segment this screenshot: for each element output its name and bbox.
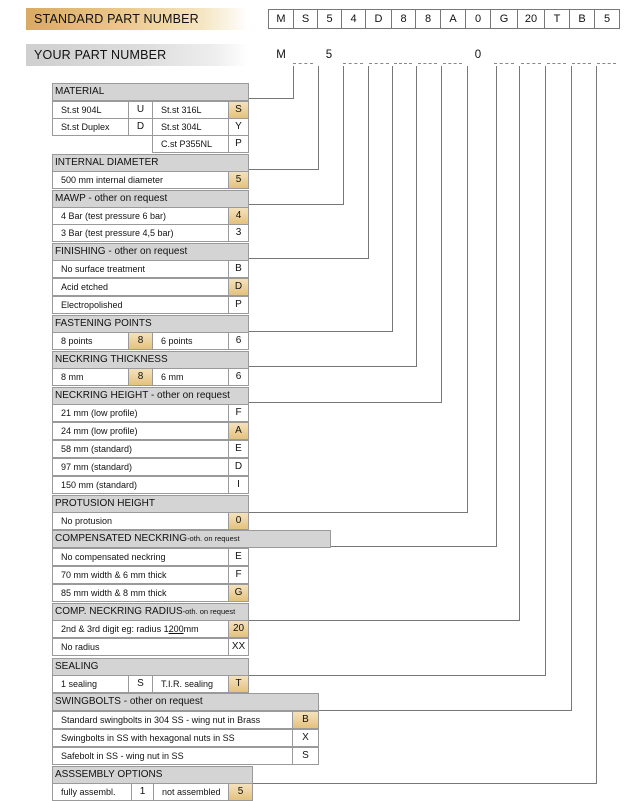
connector-material-h — [248, 98, 294, 99]
diameter-option-code-selected: 5 — [228, 171, 249, 189]
std-digit-6: 8 — [391, 9, 416, 29]
material-option-label: C.st P355NL — [152, 135, 229, 153]
std-digit-10: G — [490, 9, 518, 29]
compensated-option-code-selected: G — [228, 584, 249, 602]
your-slot-4 — [343, 63, 363, 64]
material-option-label: St.st 304L — [152, 118, 229, 136]
std-digit-11: 20 — [517, 9, 545, 29]
connector-assembly-h — [252, 783, 597, 784]
connector-swingbolts-h — [318, 710, 572, 711]
neckring-height-option-label: 97 mm (standard) — [52, 458, 229, 476]
fastening-header: FASTENING POINTS — [52, 315, 249, 333]
radius-option-text: 2nd & 3rd digit eg: radius 1 — [61, 624, 169, 634]
finishing-option-label: Acid etched — [52, 278, 229, 296]
connector-mawp-v — [343, 66, 344, 204]
std-digit-1: M — [268, 9, 294, 29]
connector-protusion-v — [467, 66, 468, 512]
finishing-header: FINISHING - other on request — [52, 243, 249, 261]
your-slot-2 — [293, 63, 313, 64]
std-digit-3: 5 — [317, 9, 342, 29]
swingbolts-option-label: Safebolt in SS - wing nut in SS — [52, 747, 293, 765]
compensated-option-label: 85 mm width & 8 mm thick — [52, 584, 229, 602]
mawp-option-code-selected: 4 — [228, 207, 249, 225]
assembly-option-code: 1 — [131, 783, 154, 801]
connector-neckheight-v — [441, 66, 442, 402]
sealing-header: SEALING — [52, 658, 249, 676]
radius-header-title: COMP. NECKRING RADIUS — [55, 606, 183, 617]
swingbolts-option-label: Swingbolts in SS with hexagonal nuts in SS — [52, 729, 293, 747]
neckring-height-option-label: 150 mm (standard) — [52, 476, 229, 494]
your-digit-m: M — [276, 49, 286, 61]
std-digit-8: A — [440, 9, 466, 29]
finishing-option-label: No surface treatment — [52, 260, 229, 278]
material-option-code-selected: S — [228, 101, 249, 119]
swingbolts-option-label: Standard swingbolts in 304 SS - wing nut in Brass — [52, 711, 293, 729]
neckring-thickness-option-label: 8 mm — [52, 368, 129, 386]
material-option-label: St.st Duplex — [52, 118, 129, 136]
material-option-code: Y — [228, 118, 249, 136]
radius-option-code: XX — [228, 638, 249, 656]
compensated-option-code: F — [228, 566, 249, 584]
your-slot-10 — [494, 63, 514, 64]
radius-option-underlined: 200 — [168, 624, 184, 634]
std-digit-9: 0 — [465, 9, 491, 29]
your-digit-5: 5 — [325, 49, 333, 61]
neckring-thickness-option-label: 6 mm — [152, 368, 229, 386]
fastening-option-label: 6 points — [152, 332, 229, 350]
your-digit-0: 0 — [474, 49, 482, 61]
neckring-height-option-code: F — [228, 404, 249, 422]
neckring-height-option-label: 58 mm (standard) — [52, 440, 229, 458]
material-header: MATERIAL — [52, 83, 249, 101]
radius-header — [52, 603, 249, 621]
connector-finishing-h — [248, 258, 369, 259]
swingbolts-header: SWINGBOLTS - other on request — [52, 693, 319, 711]
fastening-option-code-selected: 8 — [128, 332, 153, 350]
connector-finishing-v — [368, 66, 369, 258]
std-digit-7: 8 — [415, 9, 441, 29]
connector-material-v — [293, 66, 294, 98]
material-option-code: D — [128, 118, 153, 136]
standard-part-number-label: STANDARD PART NUMBER — [26, 8, 248, 30]
std-digit-4: 4 — [341, 9, 366, 29]
protusion-header: PROTUSION HEIGHT — [52, 495, 249, 513]
fastening-option-label: 8 points — [52, 332, 129, 350]
connector-swingbolts-v — [571, 66, 572, 710]
your-slot-7 — [418, 63, 437, 64]
connector-assembly-v — [596, 66, 597, 783]
connector-compensated-v — [496, 66, 497, 546]
diameter-option-label: 500 mm internal diameter — [52, 171, 229, 189]
swingbolts-option-code: X — [292, 729, 319, 747]
connector-radius-v — [519, 66, 520, 620]
connector-neckthick-h — [248, 366, 417, 367]
your-part-number-label: YOUR PART NUMBER — [26, 44, 248, 66]
material-option-label: St.st 316L — [152, 101, 229, 119]
mawp-option-code: 3 — [228, 224, 249, 242]
finishing-option-code: B — [228, 260, 249, 278]
your-slot-5 — [369, 63, 389, 64]
compensated-option-code: E — [228, 548, 249, 566]
neckring-thickness-option-code-selected: 8 — [128, 368, 153, 386]
protusion-option-code-selected: 0 — [228, 512, 249, 530]
connector-mawp-h — [248, 204, 344, 205]
connector-fastening-v — [392, 66, 393, 331]
assembly-option-code-selected: 5 — [228, 783, 253, 801]
finishing-option-code-selected: D — [228, 278, 249, 296]
connector-radius-h — [248, 620, 520, 621]
radius-option-label: No radius — [52, 638, 229, 656]
connector-compensated-h — [330, 546, 497, 547]
your-slot-8 — [443, 63, 462, 64]
connector-fastening-h — [248, 331, 393, 332]
sealing-option-label: 1 sealing — [52, 675, 129, 693]
connector-diameter-h — [248, 169, 319, 170]
neckring-height-option-code: D — [228, 458, 249, 476]
neckring-thickness-option-code: 6 — [228, 368, 249, 386]
material-option-code: U — [128, 101, 153, 119]
diameter-header: INTERNAL DIAMETER — [52, 154, 249, 172]
assembly-header: ASSSEMBLY OPTIONS — [52, 766, 253, 784]
assembly-option-label: not assembled — [153, 783, 229, 801]
neckring-height-option-label: 24 mm (low profile) — [52, 422, 229, 440]
your-slot-6 — [394, 63, 412, 64]
mawp-header: MAWP - other on request — [52, 190, 249, 208]
swingbolts-option-code-selected: B — [292, 711, 319, 729]
connector-protusion-h — [248, 512, 468, 513]
radius-option-label — [52, 620, 229, 638]
finishing-option-code: P — [228, 296, 249, 314]
your-slot-14 — [597, 63, 616, 64]
radius-option-unit: mm — [183, 624, 199, 634]
sealing-option-label: T.I.R. sealing — [152, 675, 229, 693]
std-digit-2: S — [293, 9, 318, 29]
radius-header-note: -oth. on request — [182, 607, 236, 616]
assembly-option-label: fully assembl. — [52, 783, 132, 801]
compensated-header-note: -oth. on request — [187, 534, 240, 543]
compensated-option-label: No compensated neckring — [52, 548, 229, 566]
neckring-height-option-label: 21 mm (low profile) — [52, 404, 229, 422]
std-digit-5: D — [365, 9, 392, 29]
neckring-thickness-header: NECKRING THICKNESS — [52, 351, 249, 369]
material-option-label: St.st 904L — [52, 101, 129, 119]
your-slot-13 — [572, 63, 591, 64]
neckring-height-header: NECKRING HEIGHT - other on request — [52, 387, 249, 405]
finishing-option-label: Electropolished — [52, 296, 229, 314]
connector-sealing-h — [248, 675, 546, 676]
material-option-code: P — [228, 135, 249, 153]
std-digit-12: T — [544, 9, 570, 29]
neckring-height-option-code: E — [228, 440, 249, 458]
neckring-height-option-code-selected: A — [228, 422, 249, 440]
mawp-option-label: 4 Bar (test pressure 6 bar) — [52, 207, 229, 225]
compensated-header-title: COMPENSATED NECKRING — [55, 533, 188, 544]
sealing-option-code: S — [128, 675, 153, 693]
protusion-option-label: No protusion — [52, 512, 229, 530]
connector-diameter-v — [318, 66, 319, 169]
std-digit-13: B — [569, 9, 595, 29]
neckring-height-option-code: I — [228, 476, 249, 494]
compensated-header — [52, 530, 331, 548]
radius-option-code-selected: 20 — [228, 620, 249, 638]
your-slot-11 — [521, 63, 541, 64]
connector-sealing-v — [545, 66, 546, 675]
sealing-option-code-selected: T — [228, 675, 249, 693]
compensated-option-label: 70 mm width & 6 mm thick — [52, 566, 229, 584]
fastening-option-code: 6 — [228, 332, 249, 350]
std-digit-14: 5 — [594, 9, 620, 29]
swingbolts-option-code: S — [292, 747, 319, 765]
connector-neckthick-v — [416, 66, 417, 366]
mawp-option-label: 3 Bar (test pressure 4,5 bar) — [52, 224, 229, 242]
your-slot-12 — [547, 63, 566, 64]
connector-neckheight-h — [248, 402, 442, 403]
